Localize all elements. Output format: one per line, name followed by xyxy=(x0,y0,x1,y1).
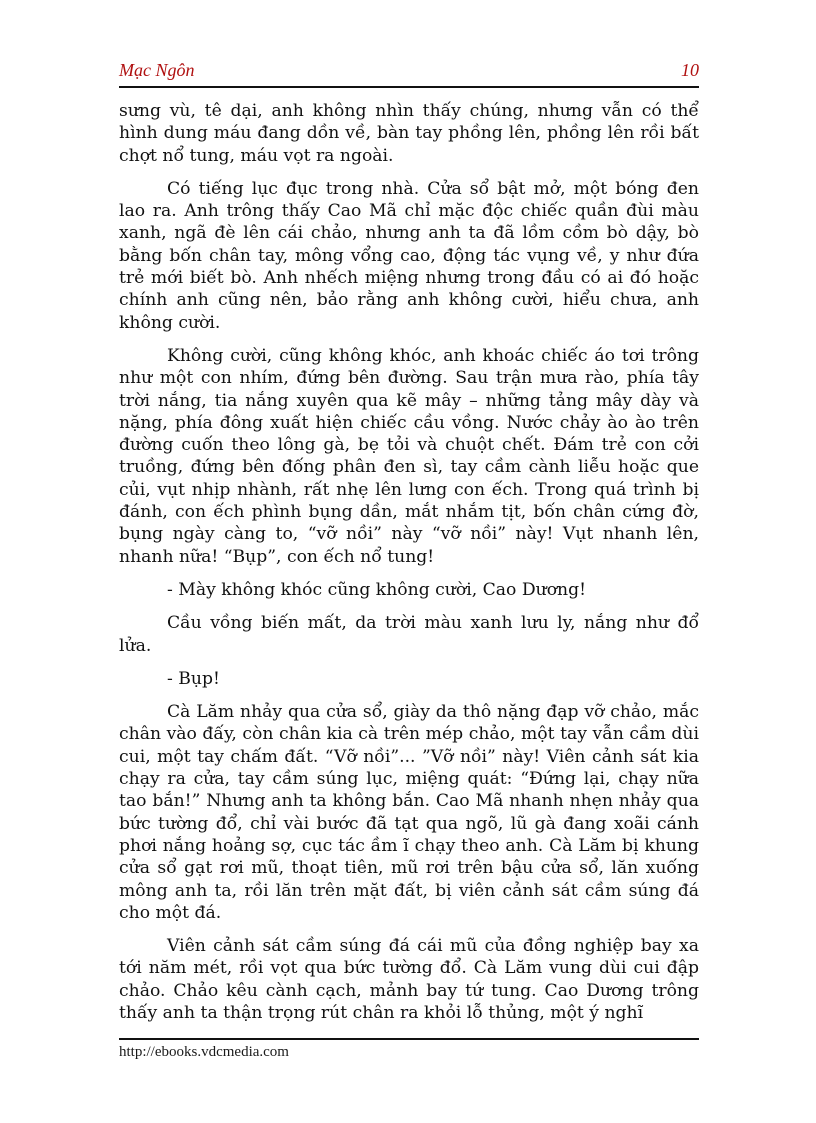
header-author: Mạc Ngôn xyxy=(119,60,195,80)
body-text xyxy=(119,100,699,1035)
running-header xyxy=(119,60,699,84)
paragraph: Cầu vồng biến mất, da trời màu xanh lưu ly, nắng như đổ lửa. xyxy=(119,613,699,656)
paragraph: Cà Lăm nhảy qua cửa sổ, giày da thô nặng đạp vỡ chảo, mắc chân vào đấy, còn chân kia cà trên mép chảo, một tay vẫn cầm dùi cui, một tay chấm đất. “Vỡ nồi”... ”Vỡ nồi” này! Viên cảnh sát kia chạy ra cửa, tay cầm súng lục, miệng quát: “Đứng lại, chạy nữa tao bắn!” Nhưng anh ta không bắn. Cao Mã nhanh nhẹn nhảy qua bức tường đổ, chỉ vài bước đã tạt qua ngõ, lũ gà đang xoãi cánh phơi nắng hoảng sợ, cục tác ầm ĩ chạy theo anh. Cà Lăm bị khung cửa sổ gạt rơi mũ, thoạt tiên, mũ rơi trên bậu cửa sổ, lăn xuống mông anh ta, rồi lăn trên mặt đất, bị viên cảnh sát cầm súng đá cho một đá. xyxy=(119,702,699,923)
paragraph: Không cười, cũng không khóc, anh khoác chiếc áo tơi trông như một con nhím, đứng bên đường. Sau trận mưa rào, phía tây trời nắng, tia nắng xuyên qua kẽ mây – những tảng mây dày và nặng, phía đông xuất hiện chiếc cầu vồng. Nước chảy ào ào trên đường cuốn theo lông gà, bẹ tỏi và chuột chết. Đám trẻ con cởi truồng, đứng bên đống phân đen sì, tay cầm cành liễu hoặc que củi, vụt nhịp nhành, rất nhẹ lên lưng con ếch. Trong quá trình bị đánh, con ếch phình bụng dần, mắt nhắm tịt, bốn chân cứng đờ, bụng ngày càng to, “vỡ nồi” này “vỡ nồi” này! Vụt nhanh lên, nhanh nữa! “Bụp”, con ếch nổ tung! xyxy=(119,345,699,567)
dialogue-line: - Bụp! xyxy=(167,668,220,689)
paragraph-continuation: sưng vù, tê dại, anh không nhìn thấy chúng, nhưng vẫn có thể hình dung máu đang dồn về, bàn tay phồng lên, phồng lên rồi bất chợt nổ tung, máu vọt ra ngoài. xyxy=(119,101,699,166)
paragraph: Có tiếng lục đục trong nhà. Cửa sổ bật mở, một bóng đen lao ra. Anh trông thấy Cao Mã chỉ mặc độc chiếc quần đùi màu xanh, ngã đè lên cái chảo, nhưng anh ta đã lồm cồm bò dậy, bò bằng bốn chân tay, mông vổng cao, động tác vụng về, y như đứa trẻ mới biết bò. Anh nhếch miệng nhưng trong đầu có ai đó hoặc chính anh cũng nên, bảo rằng anh không cười, hiểu chưa, anh không cười. xyxy=(119,178,699,333)
footer-divider xyxy=(119,1038,699,1040)
dialogue-line: - Mày không khóc cũng không cười, Cao Dương! xyxy=(167,579,587,600)
footer-url-link[interactable]: http://ebooks.vdcmedia.com xyxy=(119,1044,289,1060)
paragraph: Viên cảnh sát cầm súng đá cái mũ của đồng nghiệp bay xa tới năm mét, rồi vọt qua bức tường đổ. Cà Lăm vung dùi cui đập chảo. Chảo kêu cành cạch, mảnh bay tứ tung. Cao Dương trông thấy anh ta thận trọng rút chân ra khỏi lỗ thủng, một ý nghĩ xyxy=(119,936,699,1023)
header-divider xyxy=(119,86,699,88)
page-number: 10 xyxy=(681,60,699,80)
